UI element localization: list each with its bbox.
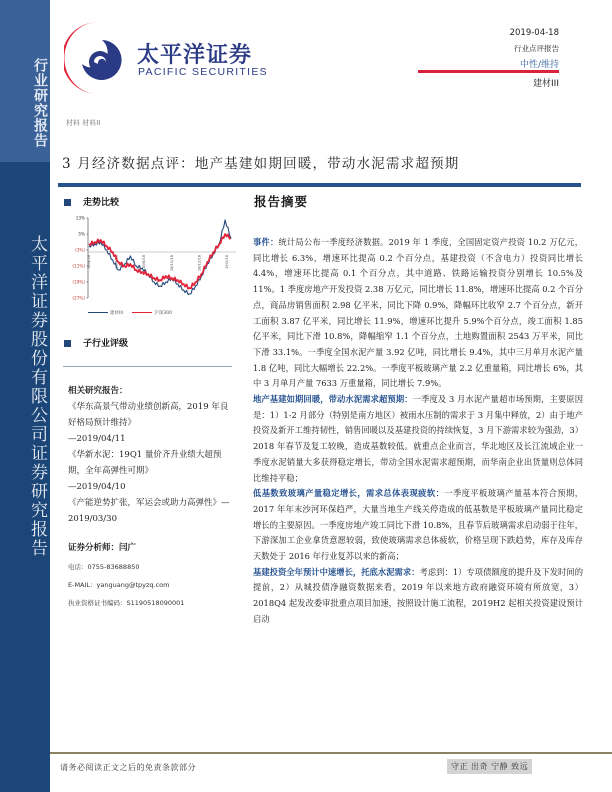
sector-label: 建材III — [533, 79, 559, 89]
legend-line-icon — [88, 312, 108, 314]
analyst-email[interactable]: E-MAIL：yanguang@tpyzq.com — [68, 581, 170, 589]
svg-text:18/4/18: 18/4/18 — [87, 255, 91, 269]
report-date: 2019-04-18 — [509, 28, 559, 38]
brand-name-cn: 太平洋证券 — [137, 43, 253, 68]
svg-text:(27%): (27%) — [72, 295, 85, 301]
svg-text:18/12/18: 18/12/18 — [197, 255, 202, 272]
square-bullet-icon — [64, 199, 71, 206]
analyst-phone: 电话：0755-83688850 — [68, 563, 140, 571]
trend-chart — [58, 212, 238, 304]
sub-industry-rating-heading — [64, 336, 128, 349]
svg-text:18/6/18: 18/6/18 — [114, 255, 119, 269]
sidebar-company-label: 太平洋证券股份有限公司证券研究报告 — [27, 235, 47, 558]
related-report-date: —2019/04/11 — [68, 434, 126, 444]
paragraph-text: 统计局公布一季度经济数据。2019 年 1 季度，全国固定资产投资 10.2 万亿元，同比增长 6.3%，增速环比提高 0.2 个百分点，基建投资（不含电力）投资同比增长 4.4%，增速环比提高 0.1 个百分点，其中道路、铁路运输投资分别增长 10.5%及 11%。1 季度房地产开发投资 2.38 万亿元，同比增长 11.8%，增速环比提高 0.2 个百分点，商品房销售面积 2.98 亿平米，同比下降 0.9%，降幅环比收窄 2.7 个百分点，新开工面积 3.87 亿平米，同比增长 11.9%，增速环比提升 5.9%个百分点，竣工面积 1.85 亿平米，同比下滑 10.8%，降幅缩窄 1.1 个百分点，土地购置面积 2543 万平米，同比下滑 33.1%。一季度全国水泥产量 3.92 亿吨，同比增长 9.4%，其中三月单月水泥产量 1.8 亿吨，同比大幅增长 22.2%。一季度平板玻璃产量 2.2 亿重量箱，同比增长 6%，其中 3 月单月产量 7633 万重量箱，同比增长 7.9%。 — [253, 237, 583, 389]
paragraph-text: 一季度平板玻璃产量基本符合预期，2017 年年末沙河环保趋严，大量当地生产线关停造成的低基数是平板玻璃产量同比稳定增长的主要原因。一季度房地产竣工同比下滑 10.8%，且春节后玻璃需求启动弱于往年，下游深加工企业拿货意愿较弱，致使玻璃需求总体疲软，价格呈现下跌趋势，库存及库存天数处于 2016 年行业复苏以来的新高； — [253, 488, 583, 562]
svg-text:5%: 5% — [78, 231, 85, 237]
legend-line-icon — [132, 312, 152, 314]
related-report-item[interactable] — [68, 447, 232, 495]
header-accent-line — [418, 70, 559, 73]
related-report-date: —2019/04/10 — [68, 482, 126, 492]
related-report-title: 《华新水泥：19Q1 量价齐升业绩大超预期，全年高弹性可期》 — [68, 450, 222, 476]
paragraph-keyword: 基建投资全年预计中速增长，托底水泥需求： — [253, 566, 420, 577]
paragraph-keyword: 地产基建如期回暖，带动水泥需求超预期： — [253, 394, 413, 405]
paragraph-text: 一季度及 3 月水泥产量超市场预期，主要原因是：1）1-2 月部分（特别是南方地区）被雨水压制的需求于 3 月集中释放，2）由于地产投资及新开工维持韧性，销售回暖以及基建投资的持续恢复，3 月下游需求较为强劲，3）2018 年春节及复工较晚，造成基数较低。就重点企业而言，华北地区及长江流域企业一季度水泥销量大多获得稳定增长，带动全国水泥需求超预期，而华南企业出货量则总体同比维持平稳； — [253, 394, 583, 483]
svg-text:(11%): (11%) — [72, 263, 85, 269]
report-type: 行业点评报告 — [514, 44, 559, 53]
legend-item — [132, 311, 172, 316]
trend-heading-text: 走势比较 — [83, 198, 120, 208]
related-reports-heading: 相关研究报告： — [68, 386, 128, 396]
chart-legend — [88, 310, 180, 316]
related-report-item[interactable] — [68, 495, 232, 527]
trend-chart-svg — [58, 212, 238, 304]
svg-text:18/10/18: 18/10/18 — [169, 255, 174, 272]
legend-label: 建材III — [110, 311, 123, 316]
summary-paragraph — [253, 565, 583, 628]
pacific-securities-logo-icon — [64, 18, 134, 98]
page-title: 3 月经济数据点评：地产基建如期回暖，带动水泥需求超预期 — [62, 156, 460, 172]
analyst-name: 证券分析师：闫广 — [68, 543, 137, 553]
paragraph-keyword: 事件： — [253, 237, 279, 247]
square-bullet-icon — [64, 340, 71, 347]
svg-text:(19%): (19%) — [72, 279, 85, 285]
summary-heading: 报告摘要 — [254, 194, 309, 209]
legend-item — [88, 311, 123, 316]
related-report-date: —2019/03/30 — [68, 498, 230, 524]
rating-heading-text: 子行业评级 — [83, 339, 129, 349]
svg-text:13%: 13% — [75, 215, 85, 221]
left-divider — [63, 366, 232, 367]
disclaimer-note: 请务必阅读正文之后的免责条款部分 — [60, 763, 196, 772]
paragraph-keyword: 低基数致玻璃产量稳定增长，需求总体表现疲软： — [253, 488, 445, 499]
related-report-item[interactable] — [68, 399, 232, 447]
company-motto: 守正 出奇 宁静 致远 — [447, 759, 532, 774]
title-divider — [58, 183, 581, 187]
paragraph-text: 考虑到：1）专项债额度的提升及下发时间的提前，2）从城投债净融资数据来看，2019 年以来地方政府融资环境有所放宽，3）2018Q4 起发改委审批重点项目加速，按照设计施工流程，2019H2 起相关投资建设预计启动 — [253, 566, 584, 624]
industry-category: 材料 材料II — [66, 119, 101, 127]
svg-text:19/2/18: 19/2/18 — [225, 255, 229, 269]
summary-paragraph — [253, 235, 583, 392]
related-reports — [68, 383, 232, 527]
footer-divider — [50, 752, 612, 754]
summary-paragraph — [253, 392, 583, 486]
analyst-info — [68, 540, 236, 612]
rating-badge: 中性/维持 — [519, 60, 559, 70]
brand-name-en: PACIFIC SECURITIES — [138, 66, 268, 78]
trend-heading — [64, 195, 119, 208]
related-report-title: 《华东高景气带动业绩创新高，2019 年良好格局预计维持》 — [68, 402, 229, 428]
svg-text:18/8/18: 18/8/18 — [142, 255, 147, 269]
summary-paragraph — [253, 486, 583, 565]
report-meta — [510, 25, 559, 73]
svg-text:(3%): (3%) — [75, 247, 85, 253]
related-report-title: 《产能逆势扩张，军运会或助力高弹性》 — [68, 498, 222, 508]
analyst-license: 执业资格证书编码：S1190518090001 — [68, 599, 185, 607]
sidebar-report-type-label: 行业研究报告 — [32, 58, 48, 148]
legend-label: 沪深300 — [154, 311, 173, 316]
summary-body — [253, 235, 583, 628]
